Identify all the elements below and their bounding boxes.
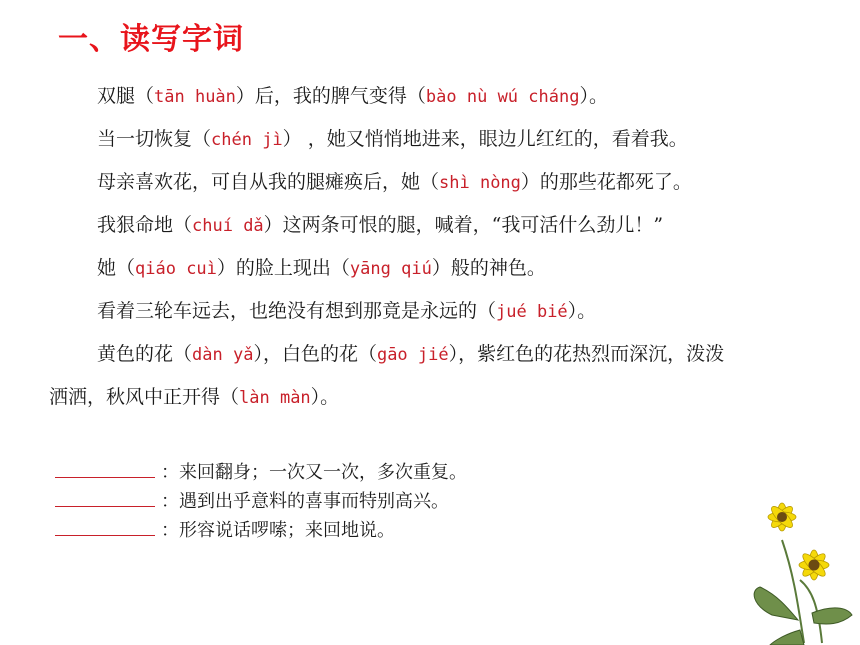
definition-text: ：来回翻身；一次又一次，多次重复。 xyxy=(161,462,467,483)
sentence-text: 洒洒，秋风中正开得（ xyxy=(49,386,240,408)
sentence-text: ）的脸上现出（ xyxy=(216,257,350,279)
sentence-4 xyxy=(97,213,663,238)
sentence-3 xyxy=(97,170,692,195)
sentence-text: ）这两条可恨的腿，喊着，“我可活什么劲儿！” xyxy=(263,214,664,236)
page-title: 一、读写字词 xyxy=(58,22,244,57)
sentence-text: ） ，她又悄悄地进来，眼边儿红红的，看着我。 xyxy=(282,128,688,150)
answer-blank[interactable] xyxy=(55,459,155,478)
definition-text: ：遇到出乎意料的喜事而特别高兴。 xyxy=(161,491,449,512)
sentence-8 xyxy=(49,385,339,410)
pinyin-answer: shì nòng xyxy=(439,173,521,193)
pinyin-answer: bào nù wú cháng xyxy=(425,87,580,107)
definition-3 xyxy=(55,517,395,542)
definition-text: ：形容说话啰嗦；来回地说。 xyxy=(161,520,395,541)
sentence-text: ）。 xyxy=(579,85,608,107)
pinyin-answer: jué bié xyxy=(496,302,568,322)
sentence-text: 当一切恢复（ xyxy=(97,128,212,150)
pinyin-answer: gāo jié xyxy=(376,345,449,365)
pinyin-answer: tān huàn xyxy=(154,87,236,107)
sentence-2 xyxy=(97,127,688,152)
definition-2 xyxy=(55,488,449,513)
sentence-text: ）般的神色。 xyxy=(431,257,546,279)
sentence-text: ）后，我的脾气变得（ xyxy=(235,85,426,107)
sentence-text: 双腿（ xyxy=(97,85,155,107)
sentence-text: ）。 xyxy=(567,300,597,322)
sentence-text: ）的那些花都死了。 xyxy=(520,171,692,193)
sentence-text: ），白色的花（ xyxy=(253,343,377,365)
sentence-1 xyxy=(97,84,608,109)
pinyin-answer: qiáo cuì xyxy=(135,259,217,279)
sentence-text: ）。 xyxy=(310,386,340,408)
pinyin-answer: chén jì xyxy=(211,130,283,150)
pinyin-answer: chuí dǎ xyxy=(192,216,264,236)
flower-icon xyxy=(742,495,860,645)
sentence-5 xyxy=(97,256,546,281)
sentence-text: 她（ xyxy=(97,257,136,279)
sentence-text: 看着三轮车远去，也绝没有想到那竟是永远的（ xyxy=(97,300,497,322)
sentence-text: ），紫红色的花热烈而深沉，泼泼 xyxy=(448,343,725,365)
answer-blank[interactable] xyxy=(55,488,155,507)
sentence-6 xyxy=(97,299,596,324)
sentence-7 xyxy=(97,342,724,367)
pinyin-answer: dàn yǎ xyxy=(192,345,254,365)
pinyin-answer: làn màn xyxy=(239,388,311,408)
sentence-text: 黄色的花（ xyxy=(97,343,193,365)
pinyin-answer: yāng qiú xyxy=(349,259,432,279)
answer-blank[interactable] xyxy=(55,517,155,536)
definition-1 xyxy=(55,459,467,484)
sentence-text: 母亲喜欢花，可自从我的腿瘫痪后，她（ xyxy=(97,171,440,193)
sentence-text: 我狠命地（ xyxy=(97,214,193,236)
